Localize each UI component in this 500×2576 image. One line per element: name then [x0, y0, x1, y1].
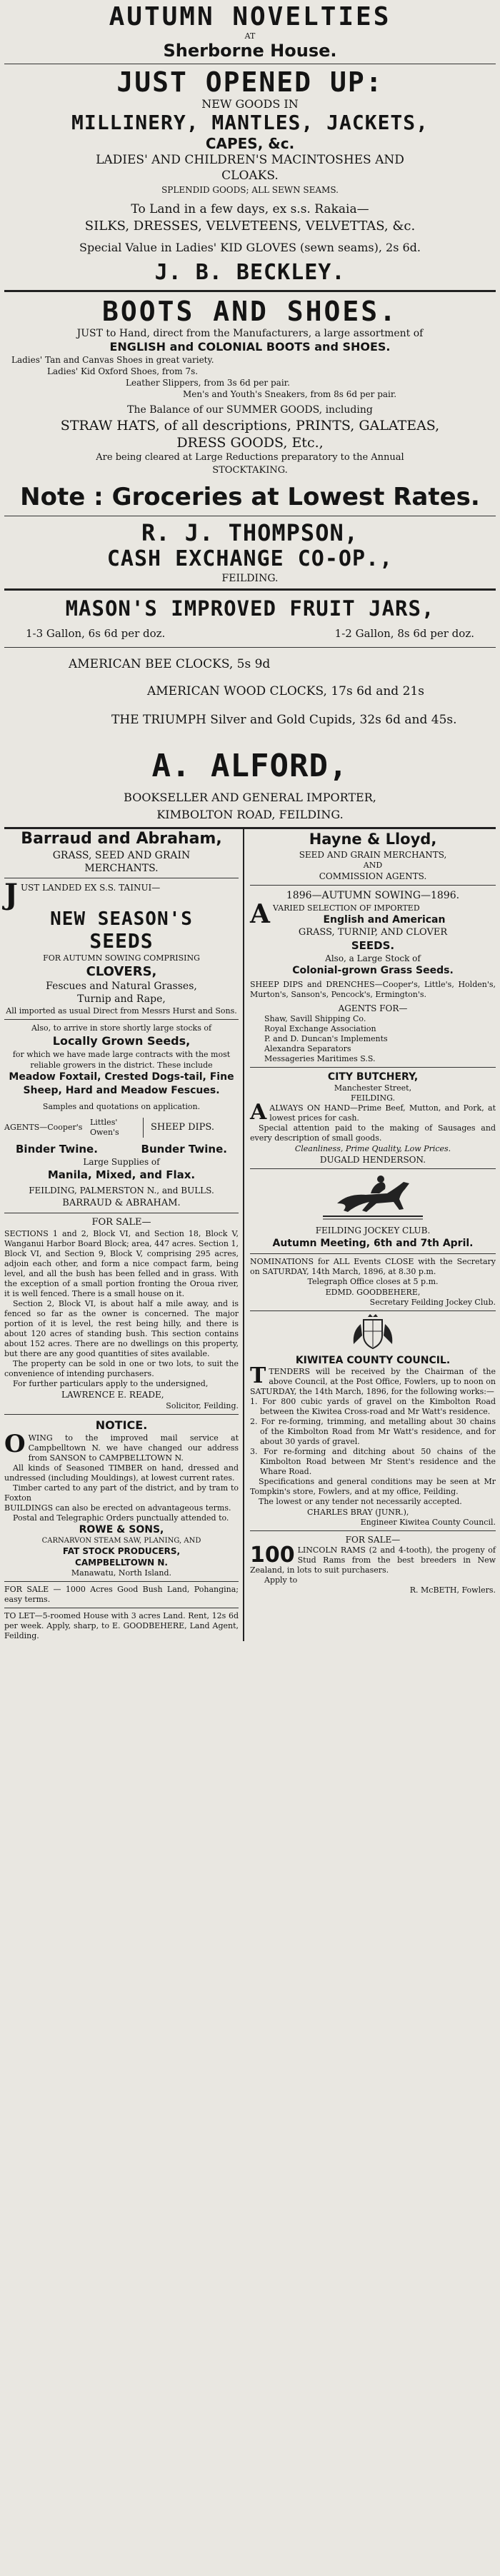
- jockey-meeting: Autumn Meeting, 6th and 7th April.: [272, 1238, 474, 1249]
- silks: SILKS, DRESSES, VELVETEENS, VELVETTAS, &c.: [84, 219, 416, 234]
- butchery-motto: Cleanliness, Prime Quality, Low Prices.: [294, 1144, 451, 1153]
- boots-l1: Ladies' Tan and Canvas Shoes in great variety.: [11, 355, 214, 365]
- sale-heading: FOR SALE—: [91, 1217, 151, 1228]
- barraud-agents-3: Owen's: [90, 1128, 119, 1137]
- notice-p2: All kinds of Seasoned TIMBER on hand, dressed and undressed (including Mouldings), at lowest current rates.: [4, 1463, 239, 1483]
- hayne-lloyd-ad: Hayne & Lloyd, SEED AND GRAIN MERCHANTS, AND COMMISSION AGENTS. 1896—AUTUMN SOWING—1896. AVARIED SELECTION OF IMPORTED English and American GRASS, TURNIP, AND CLOVER SEEDS. Also, a Large Stock of Colonial-grown Grass Seeds. SHEEP DIPS and DRENCHES—Cooper's, Little's, Holden's, Murton's, Sanson's, Pencock's, Ermington's. AGENTS FOR— Shaw, Savill Shipping Co. Royal Exchange Association P. and D. Duncan's Implements Alexandra Separators Messageries Maritimes S.S.: [250, 831, 496, 1063]
- hayne-trade3: COMMISSION AGENTS.: [319, 871, 427, 881]
- wood-clocks: AMERICAN WOOD CLOCKS, 17s 6d and 21s: [147, 684, 424, 698]
- binder-twine-2: Bunder Twine.: [141, 1143, 227, 1156]
- notice-p5: Postal and Telegraphic Orders punctually attended to.: [13, 1513, 229, 1523]
- hayne-agents: AGENTS FOR—: [338, 1003, 408, 1013]
- autumn-venue: Sherborne House.: [163, 41, 337, 61]
- jockey-club-ad: [250, 1172, 496, 1308]
- kiwitea-w1: 1. For 800 cubic yards of gravel on the Kimbolton Road between the Kiwitea Cross-road and Mr Watt's residence.: [250, 1397, 496, 1416]
- jockey-signature-2: Secretary Feilding Jockey Club.: [369, 1298, 496, 1307]
- kiwitea-w2: 2. For re-forming, trimming, and metalling about 30 chains of the Kimbolton Road from Mr Watt's residence, and for about 30 yards of gravel.: [250, 1417, 496, 1446]
- kiwitea-signature-2: Engineer Kiwitea County Council.: [360, 1518, 496, 1527]
- to-land: To Land in a few days, ex s.s. Rakaia—: [131, 202, 369, 216]
- sale-p4: For further particulars apply to the undersigned,: [13, 1379, 209, 1388]
- cloaks: CLOAKS.: [221, 169, 279, 183]
- thompson-ad: [4, 519, 496, 585]
- barraud-samples: Samples and quotations on application.: [42, 1102, 201, 1111]
- sale-p1: SECTIONS 1 and 2, Block VI, and Section 18, Block V, Wanganui Harbor Board Block; area, 447 acres. Section 1, Block VI, and Section 9, Block V, comprising 295 acres, adjoin each other, and form a nice compact farm, being level, and all the bush has been felled and in grass. With the exception of a small portion fronting the Oroua river, it is well fenced. There is a small house on it.: [4, 1229, 239, 1298]
- groceries-note: Note : Groceries at Lowest Rates.: [20, 483, 480, 511]
- hayne-trade2: AND: [363, 861, 383, 870]
- barraud-ad: Barraud and Abraham, GRASS, SEED AND GRAIN MERCHANTS. JUST LANDED EX S.S. TAINUI— NEW SEASON'S SEEDS FOR AUTUMN SOWING COMPRISING CLOVERS, Fescues and Natural Grasses, Turnip and Rape, All imported as usual Direct from Messrs Hurst and Sons. Also, to arrive in store shortly large stocks of Locally Grown Seeds, for which we have made large contracts with the most reliable growers in the district. These include Meadow Foxtail, Crested Dogs-tail, Fine Sheep, Hard and Meadow Fescues. Samples and quotations on application. AGENTS—Cooper's Littles' Owen's SHEEP DIPS. Binder Twine. Bunder Twine. Large Supplies of Manila, Mixed, and Flax. FEILDING, PALMERSTON N., and BULLS. BARRAUD & ABRAHAM.: [4, 829, 239, 1210]
- new-seasons: NEW SEASON'S: [50, 908, 193, 930]
- land-sale-ad: [4, 1216, 239, 1411]
- rowe-firm3: FAT STOCK PRODUCERS,: [62, 1546, 181, 1556]
- boots-intro: JUST to Hand, direct from the Manufacturers, a large assortment of: [76, 328, 424, 339]
- notice-p3: Timber carted to any part of the district, and by tram to Foxton: [4, 1483, 239, 1503]
- jockey-signature: EDMD. GOODBEHERE,: [325, 1288, 421, 1297]
- boots-straw: STRAW HATS, of all descriptions, PRINTS, GALATEAS,: [60, 418, 440, 433]
- barraud-arrive: Also, to arrive in store shortly large stocks of: [31, 1023, 212, 1033]
- barraud-agents: AGENTS—Cooper's: [4, 1123, 83, 1132]
- barraud-meadow: Meadow Foxtail, Crested Dogs-tail, Fine Sheep, Hard and Meadow Fescues.: [9, 1071, 234, 1096]
- hayne-agent-2: Royal Exchange Association: [264, 1024, 376, 1033]
- butchery-p2: Special attention paid to the making of Sausages and every description of small goods.: [250, 1123, 496, 1143]
- hayne-name: Hayne & Lloyd,: [309, 831, 437, 848]
- sale-p3: The property can be sold in one or two lots, to suit the convenience of intending purchasers.: [4, 1359, 239, 1378]
- macintoshes: LADIES' AND CHILDREN'S MACINTOSHES AND: [96, 153, 404, 167]
- rowe-notice: NOTICE. OWING to the improved mail service at Campbelltown N. we have changed our address from SANSON to CAMPBELLTOWN N. All kinds of Seasoned TIMBER on hand, dressed and undressed (including Mouldings), at lowest current rates. Timber carted to any part of the district, and by tram to Foxton BUILDINGS can also be erected on advantageous terms. Postal and Telegraphic Orders punctually attended to. ROWE & SONS, CARNARVON STEAM SAW, PLANING, AND FAT STOCK PRODUCERS, CAMPBELLTOWN N. Manawatu, North Island.: [4, 1418, 239, 1578]
- sale-signature-2: Solicitor, Feilding.: [166, 1401, 239, 1410]
- barraud-seeds: SEEDS: [89, 929, 154, 953]
- binder-twine-1: Binder Twine.: [16, 1143, 98, 1156]
- barraud-agents-2: Littles': [90, 1118, 118, 1127]
- two-column-area: [4, 829, 496, 1641]
- city-butchery-ad: CITY BUTCHERY, Manchester Street, FEILDING. AALWAYS ON HAND—Prime Beef, Mutton, and Pork, at lowest prices for cash. Special attention paid to the making of Sausages and every description of small goods. Cleanliness, Prime Quality, Low Prices. DUGALD HENDERSON.: [250, 1071, 496, 1165]
- kiwitea-signature: CHARLES BRAY (JUNR.),: [307, 1508, 409, 1517]
- barraud-name: Barraud and Abraham,: [21, 830, 222, 848]
- hayne-agent-4: Alexandra Separators: [264, 1044, 351, 1053]
- millinery: MILLINERY, MANTLES, JACKETS,: [71, 111, 429, 134]
- notice-p1: WING to the improved mail service at Campbelltown N. we have changed our address from SANSON to CAMPBELLTOWN N.: [28, 1433, 239, 1463]
- new-goods: NEW GOODS IN: [201, 97, 299, 111]
- alford-ad: [4, 594, 496, 823]
- hayne-trade: SEED AND GRAIN MERCHANTS,: [299, 850, 447, 860]
- jockey-club-name: FEILDING JOCKEY CLUB.: [315, 1226, 431, 1236]
- boots-cleared: Are being cleared at Large Reductions preparatory to the Annual: [96, 452, 404, 463]
- locally-grown: Locally Grown Seeds,: [52, 1034, 191, 1048]
- barraud-dips: SHEEP DIPS.: [151, 1122, 214, 1133]
- barraud-clovers: CLOVERS,: [86, 964, 157, 979]
- splendid-goods: SPLENDID GOODS; ALL SEWN SEAMS.: [161, 185, 339, 195]
- house-to-let: TO LET—5-roomed House with 3 acres Land. Rent, 12s 6d per week. Apply, sharp, to E. GOODBEHERE, Land Agent, Feilding.: [4, 1611, 239, 1640]
- jockey-p2: Telegraph Office closes at 5 p.m.: [307, 1277, 439, 1286]
- barraud-large: Large Supplies of: [83, 1157, 160, 1167]
- rams-p1: LINCOLN RAMS (2 and 4-tooth), the progeny of Stud Rams from the best breeders in New Zealand, in lots to suit purchasers.: [250, 1545, 496, 1575]
- sale-signature: LAWRENCE E. READE,: [61, 1390, 164, 1400]
- butchery-p1: ALWAYS ON HAND—Prime Beef, Mutton, and Pork, at lowest prices for cash.: [269, 1103, 496, 1123]
- boots-dress: DRESS GOODS, Etc.,: [176, 435, 324, 451]
- butchery-signature: DUGALD HENDERSON.: [319, 1155, 426, 1165]
- thompson-coop: CASH EXCHANGE CO-OP.,: [106, 546, 394, 571]
- right-column: [244, 829, 496, 1641]
- autumn-novelties-ad: [4, 3, 496, 286]
- barraud-local-desc: for which we have made large contracts with the most reliable growers in the district. These include: [12, 1050, 231, 1070]
- hayne-colonial: Colonial-grown Grass Seeds.: [292, 965, 454, 976]
- hayne-stock: Also, a Large Stock of: [325, 953, 421, 963]
- rams-number: 100: [250, 1543, 295, 1568]
- hayne-grass: GRASS, TURNIP, AND CLOVER: [298, 927, 448, 938]
- hayne-english: English and American: [323, 914, 446, 926]
- hayne-agent-5: Messageries Maritimes S.S.: [264, 1054, 376, 1063]
- notice-heading: NOTICE.: [95, 1418, 148, 1432]
- autumn-at: AT: [244, 31, 256, 41]
- rowe-firm2: CARNARVON STEAM SAW, PLANING, AND: [41, 1537, 201, 1545]
- jar-2: 1-2 Gallon, 8s 6d per doz.: [334, 627, 474, 640]
- hayne-seeds: SEEDS.: [351, 939, 395, 952]
- royal-crest-icon: [348, 1314, 398, 1351]
- barraud-landed: UST LANDED EX S.S. TAINUI—: [20, 883, 161, 893]
- capes: CAPES, &c.: [205, 135, 295, 152]
- kiwitea-w3: 3. For re-forming and ditching about 50 chains of the Kimbolton Road between Mr Stent's residence and the Whare Road.: [250, 1447, 496, 1476]
- boots-stocktaking: STOCKTAKING.: [212, 465, 288, 476]
- jockey-p1: NOMINATIONS for ALL Events CLOSE with the Secretary on SATURDAY, 14th March, 1896, at 8.30 p.m.: [250, 1257, 496, 1276]
- kiwitea-p2: Specifications and general conditions may be seen at Mr Tompkin's store, Fowlers, and at my office, Feilding.: [250, 1477, 496, 1496]
- rowe-firm5: Manawatu, North Island.: [71, 1568, 172, 1578]
- notice-p4: BUILDINGS can also be erected on advantageous terms.: [4, 1503, 231, 1513]
- hayne-agent-1: Shaw, Savill Shipping Co.: [264, 1014, 366, 1023]
- for-autumn-sowing: FOR AUTUMN SOWING COMPRISING: [43, 953, 200, 963]
- lincoln-rams-ad: [250, 1534, 496, 1595]
- barraud-turnip: Turnip and Rape,: [77, 993, 166, 1005]
- butchery-street: Manchester Street,: [334, 1083, 412, 1093]
- barraud-towns: FEILDING, PALMERSTON N., and BULLS.: [29, 1186, 214, 1196]
- kiwitea-p1: TENDERS will be received by the Chairman of the above Council, at the Post Office, Fowlers, up to noon on SATURDAY, the 14th March, 1896, for the following works:—: [250, 1367, 496, 1396]
- barraud-signature: BARRAUD & ABRAHAM.: [62, 1198, 181, 1208]
- kiwitea-title: KIWITEA COUNTY COUNCIL.: [295, 1355, 451, 1366]
- rowe-firm4: CAMPBELLTOWN N.: [75, 1558, 168, 1568]
- kid-gloves: Special Value in Ladies' KID GLOVES (sewn seams), 2s 6d.: [79, 241, 421, 254]
- fruit-jars: MASON'S IMPROVED FRUIT JARS,: [65, 596, 435, 621]
- barraud-imported: All imported as usual Direct from Messrs Hurst and Sons.: [6, 1006, 237, 1016]
- barraud-manila: Manila, Mixed, and Flax.: [47, 1168, 196, 1181]
- thompson-town: FEILDING.: [221, 573, 279, 584]
- boots-balance: The Balance of our SUMMER GOODS, including: [127, 404, 373, 416]
- hayne-autumn: 1896—AUTUMN SOWING—1896.: [286, 890, 460, 901]
- hayne-varied: VARIED SELECTION OF IMPORTED: [272, 903, 420, 913]
- rowe-firm: ROWE & SONS,: [79, 1524, 164, 1535]
- boots-l2: Ladies' Kid Oxford Shoes, from 7s.: [47, 366, 199, 376]
- alford-trade: BOOKSELLER AND GENERAL IMPORTER,: [124, 791, 376, 804]
- boots-shoes-ad: [4, 296, 496, 513]
- kiwitea-council-ad: KIWITEA COUNTY COUNCIL. TTENDERS will be received by the Chairman of the above Council, at the Post Office, Fowlers, up to noon on SATURDAY, the 14th March, 1896, for the following works:— 1. For 800 cubic yards of gravel on the Kimbolton Road between the Kiwitea Cross-road and Mr Watt's residence. 2. For re-forming, trimming, and metalling about 30 chains of the Kimbolton Road from Mr Watt's residence, and for about 30 yards of gravel. 3. For re-forming and ditching about 50 chains of the Kimbolton Road between Mr Stent's residence and the Whare Road. Specifications and general conditions may be seen at Mr Tompkin's store, Fowlers, and at my office, Feilding. The lowest or any tender not necessarily accepted. CHARLES BRAY (JUNR.), Engineer Kiwitea County Council.: [250, 1314, 496, 1528]
- hayne-dips: SHEEP DIPS and DRENCHES—Cooper's, Little's, Holden's, Murton's, Sanson's, Pencock's, Ermington's.: [250, 980, 496, 999]
- boots-english: ENGLISH and COLONIAL BOOTS and SHOES.: [109, 340, 391, 354]
- sale-p2: Section 2, Block VI, is about half a mile away, and is fenced so far as the owner is concerned. The major portion of it is level, the rest being hilly, and there is about 120 acres of standing bush. This section contains about 152 acres. There are no dwellings on this property, but there are any good quantities of sites available.: [4, 1299, 239, 1358]
- triumph-cupids: THE TRIUMPH Silver and Gold Cupids, 32s 6d and 45s.: [111, 713, 457, 727]
- alford-name: A. ALFORD,: [151, 748, 349, 784]
- rams-apply: Apply to: [264, 1575, 298, 1585]
- boots-title: BOOTS AND SHOES.: [101, 296, 399, 327]
- butchery-town: FEILDING.: [351, 1093, 395, 1103]
- thompson-name: R. J. THOMPSON,: [141, 519, 359, 546]
- barraud-trade: GRASS, SEED AND GRAIN: [52, 850, 191, 861]
- jar-1: 1-3 Gallon, 6s 6d per doz.: [26, 627, 166, 640]
- hayne-agent-3: P. and D. Duncan's Implements: [264, 1034, 388, 1043]
- rams-signature: R. McBETH, Fowlers.: [409, 1585, 496, 1595]
- boots-l3: Leather Slippers, from 3s 6d per pair.: [126, 378, 290, 388]
- barraud-fescues: Fescues and Natural Grasses,: [46, 981, 197, 992]
- kiwitea-p3: The lowest or any tender not necessarily accepted.: [259, 1497, 462, 1506]
- rams-heading: FOR SALE—: [345, 1535, 401, 1545]
- beckley-signature: J. B. BECKLEY.: [154, 260, 346, 285]
- alford-address: KIMBOLTON ROAD, FEILDING.: [156, 808, 344, 821]
- barraud-trade2: MERCHANTS.: [84, 863, 159, 874]
- autumn-title: AUTUMN NOVELTIES: [109, 2, 391, 31]
- left-column: [4, 829, 244, 1641]
- butchery-name: CITY BUTCHERY,: [327, 1071, 419, 1083]
- racehorse-icon: [319, 1172, 426, 1222]
- just-opened: JUST OPENED UP:: [116, 66, 384, 98]
- bush-land-sale: FOR SALE — 1000 Acres Good Bush Land, Pohangina; easy terms.: [4, 1585, 239, 1604]
- boots-l4: Men's and Youth's Sneakers, from 8s 6d per pair.: [183, 389, 397, 399]
- bee-clocks: AMERICAN BEE CLOCKS, 5s 9d: [69, 657, 271, 671]
